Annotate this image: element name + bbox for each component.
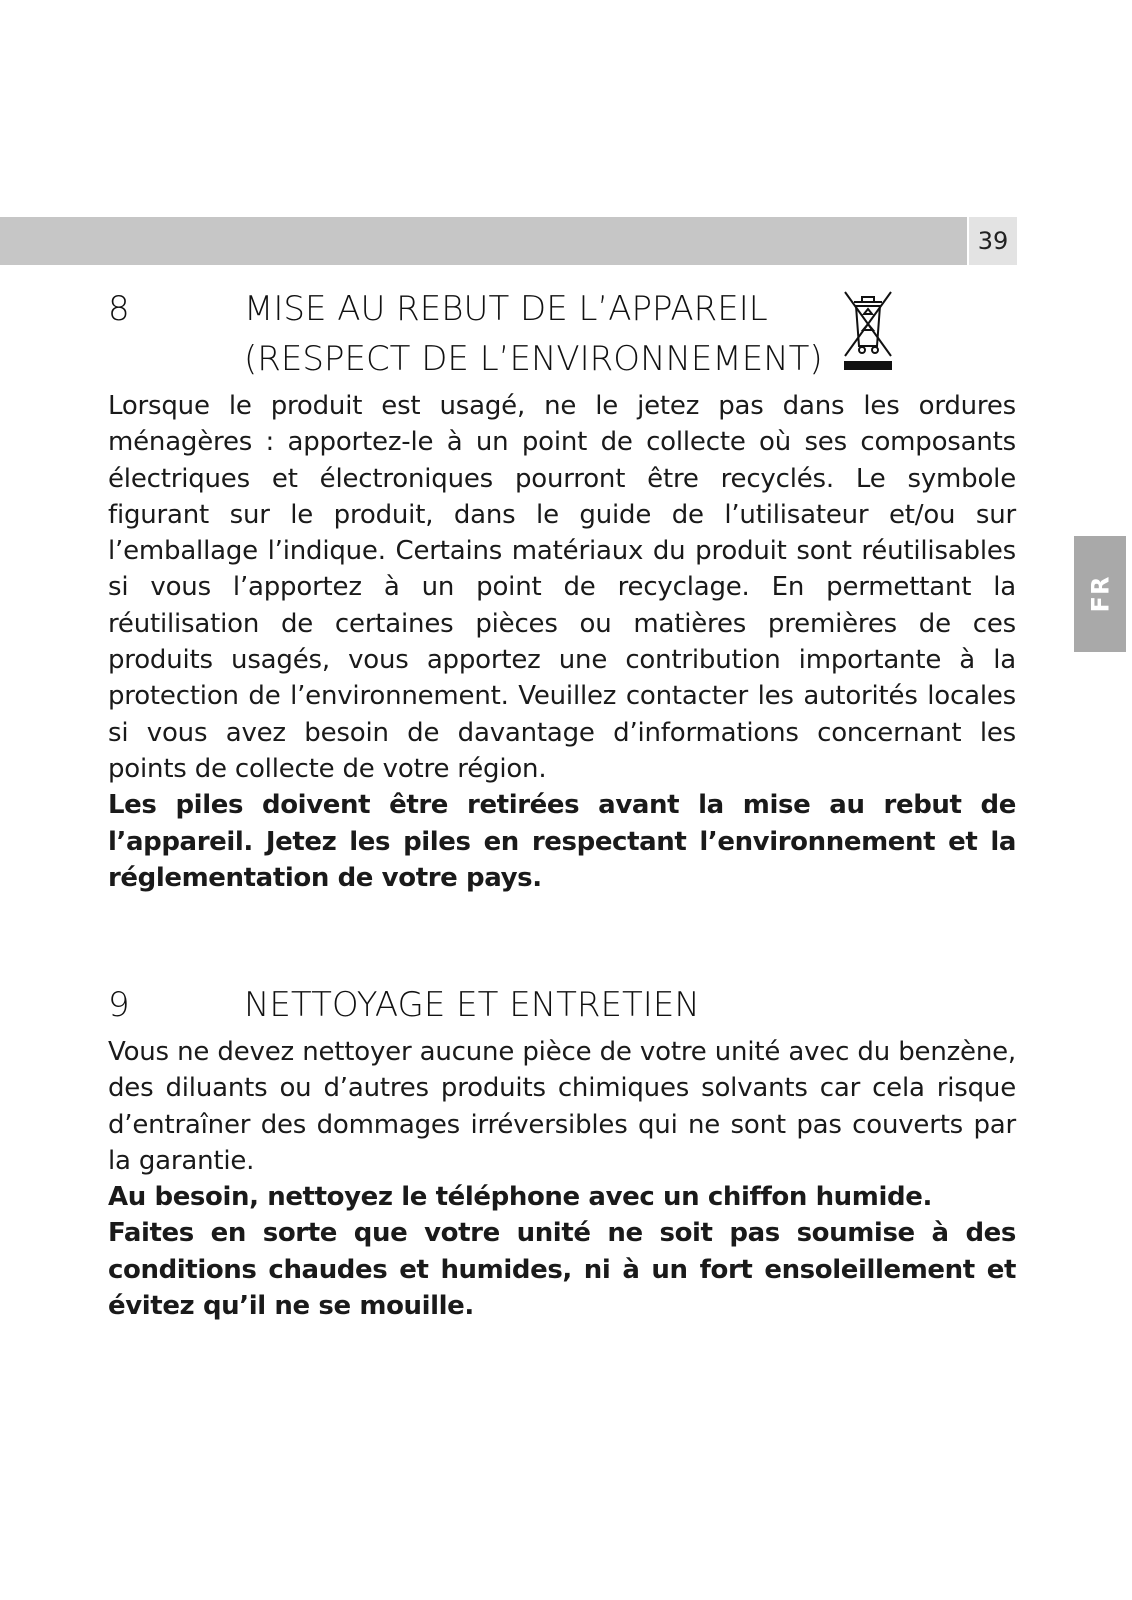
crossed-out-wheelie-bin-icon	[840, 286, 896, 372]
section-number: 8	[108, 289, 130, 329]
battery-warning: Les piles doivent être retirées avant la mise au rebut de l’appareil. Jetez les piles en respectant l’environnement et la réglementation de votre pays.	[108, 790, 1016, 893]
section-title-line-2: (RESPECT DE L’ENVIRONNEMENT)	[244, 339, 823, 379]
page-number: 39	[969, 217, 1017, 265]
section-heading	[108, 284, 1016, 384]
section-title-line-1: MISE AU REBUT DE L’APPAREIL	[244, 289, 768, 329]
section-title: NETTOYAGE ET ENTRETIEN	[244, 985, 700, 1025]
cleaning-note: Au besoin, nettoyez le téléphone avec un chiffon humide.	[108, 1182, 932, 1213]
section-heading	[108, 980, 1016, 1030]
header-bar	[0, 217, 967, 265]
language-tab	[1074, 536, 1126, 652]
section-cleaning	[108, 980, 1016, 1324]
conditions-warning: Faites en sorte que votre unité ne soit pas soumise à des conditions chaudes et humides, ni à un fort ensoleillement et évitez qu’il ne se mouille.	[108, 1218, 1016, 1322]
disposal-paragraph: Lorsque le produit est usagé, ne le jetez pas dans les ordures ménagères : apportez-le à un point de collecte où ses composants électriques et électroniques pourront être recyclés. Le symbole figurant sur le produit, dans le guide de l’utilisateur et/ou sur l’emballage l’indique. Certains matériaux du produit sont réutilisables si vous l’apportez à un point de recyclage. En permettant la réutilisation de certaines pièces ou matières premières de ces produits usagés, vous apportez une contribution importante à la protection de l’environnement. Veuillez contacter les autorités locales si vous avez besoin de davantage d’informations concernant les points de collecte de votre région.	[108, 391, 1016, 784]
language-tab-label: FR	[1086, 575, 1114, 613]
section-disposal	[108, 284, 1016, 896]
section-number: 9	[108, 985, 130, 1025]
cleaning-paragraph: Vous ne devez nettoyer aucune pièce de votre unité avec du benzène, des diluants ou d’autres produits chimiques solvants car cela risque d’entraîner des dommages irréversibles qui ne sont pas couverts par la garantie.	[108, 1037, 1016, 1176]
